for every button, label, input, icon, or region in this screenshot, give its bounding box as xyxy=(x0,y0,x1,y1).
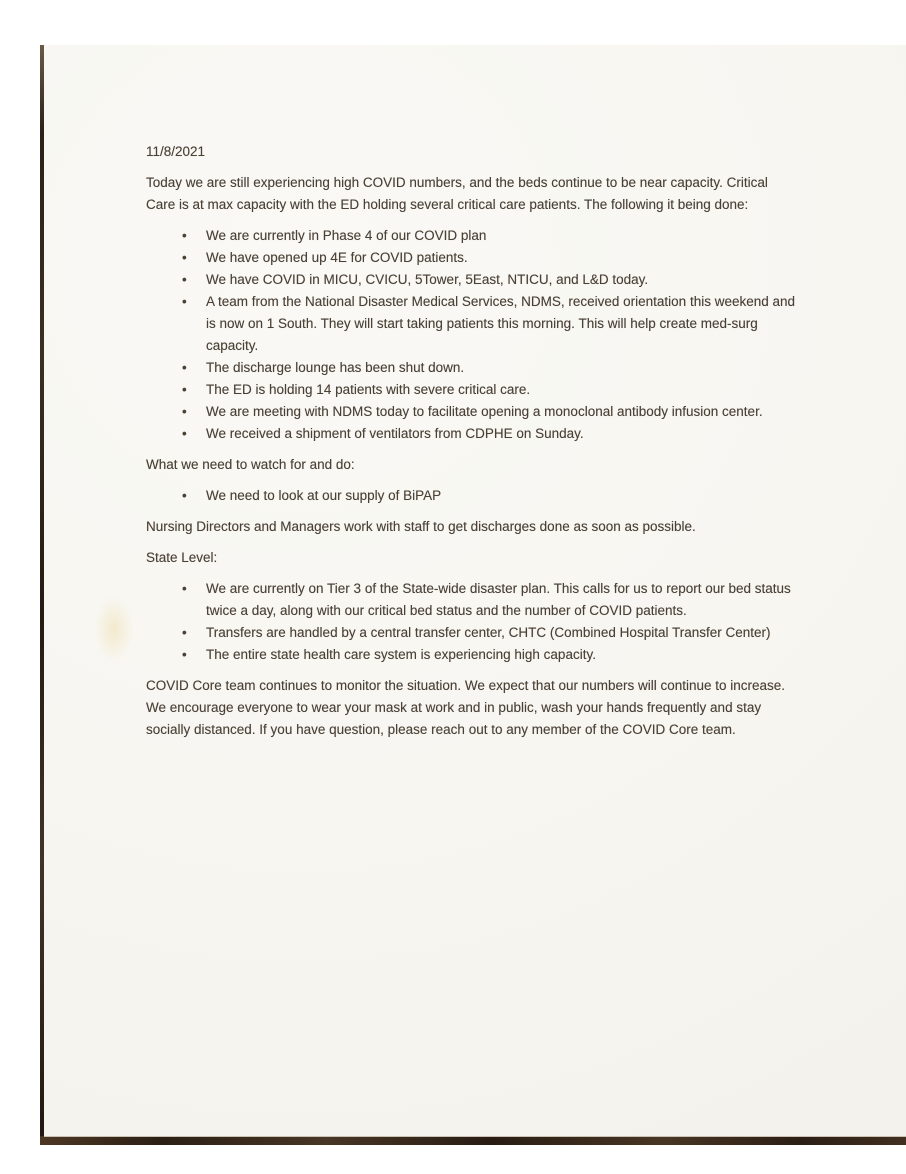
list-item: • We are currently on Tier 3 of the State-wide disaster plan. This calls for us to report our bed status twice a day, along with our critical bed status and the number of COVID patients. xyxy=(206,578,798,622)
state-heading: State Level: xyxy=(146,550,218,565)
list-item: • A team from the National Disaster Medical Services, NDMS, received orientation this weekend and is now on 1 South. They will start taking patients this morning. This will help create med-surg capacity. xyxy=(206,291,798,357)
list-item: • We are currently in Phase 4 of our COVID plan xyxy=(206,225,798,247)
closing-paragraph: COVID Core team continues to monitor the situation. We expect that our numbers will continue to increase. We encourage everyone to wear your mask at work and in public, wash your hands frequently and stay socially distanced. If you have question, please reach out to any member of the COVID Core team. xyxy=(146,678,786,737)
list-item: • Transfers are handled by a central transfer center, CHTC (Combined Hospital Transfer Center) xyxy=(206,622,798,644)
document-photo xyxy=(40,45,906,1145)
paper-stain xyxy=(88,585,140,673)
list-item: • The ED is holding 14 patients with severe critical care. xyxy=(206,379,798,401)
actions-list xyxy=(146,225,798,445)
state-list xyxy=(146,578,798,666)
list-item: • We have COVID in MICU, CVICU, 5Tower, 5East, NTICU, and L&D today. xyxy=(206,269,798,291)
list-item: • We have opened up 4E for COVID patients. xyxy=(206,247,798,269)
list-item: • We need to look at our supply of BiPAP xyxy=(206,485,798,507)
list-item: • The entire state health care system is experiencing high capacity. xyxy=(206,644,798,666)
watch-heading: What we need to watch for and do: xyxy=(146,457,355,472)
list-item: • The discharge lounge has been shut down. xyxy=(206,357,798,379)
list-item: • We are meeting with NDMS today to facilitate opening a monoclonal antibody infusion center. xyxy=(206,401,798,423)
memo-content xyxy=(146,141,798,750)
nursing-paragraph: Nursing Directors and Managers work with staff to get discharges done as soon as possible. xyxy=(146,519,696,534)
list-item: • We received a shipment of ventilators from CDPHE on Sunday. xyxy=(206,423,798,445)
memo-date: 11/8/2021 xyxy=(146,144,206,159)
page-left-edge xyxy=(40,45,44,1145)
intro-paragraph: Today we are still experiencing high COVID numbers, and the beds continue to be near capacity. Critical Care is at max capacity with the ED holding several critical care patients. The following it being done: xyxy=(146,175,768,212)
photo-bottom-edge xyxy=(40,1137,906,1145)
watch-list xyxy=(146,485,798,507)
